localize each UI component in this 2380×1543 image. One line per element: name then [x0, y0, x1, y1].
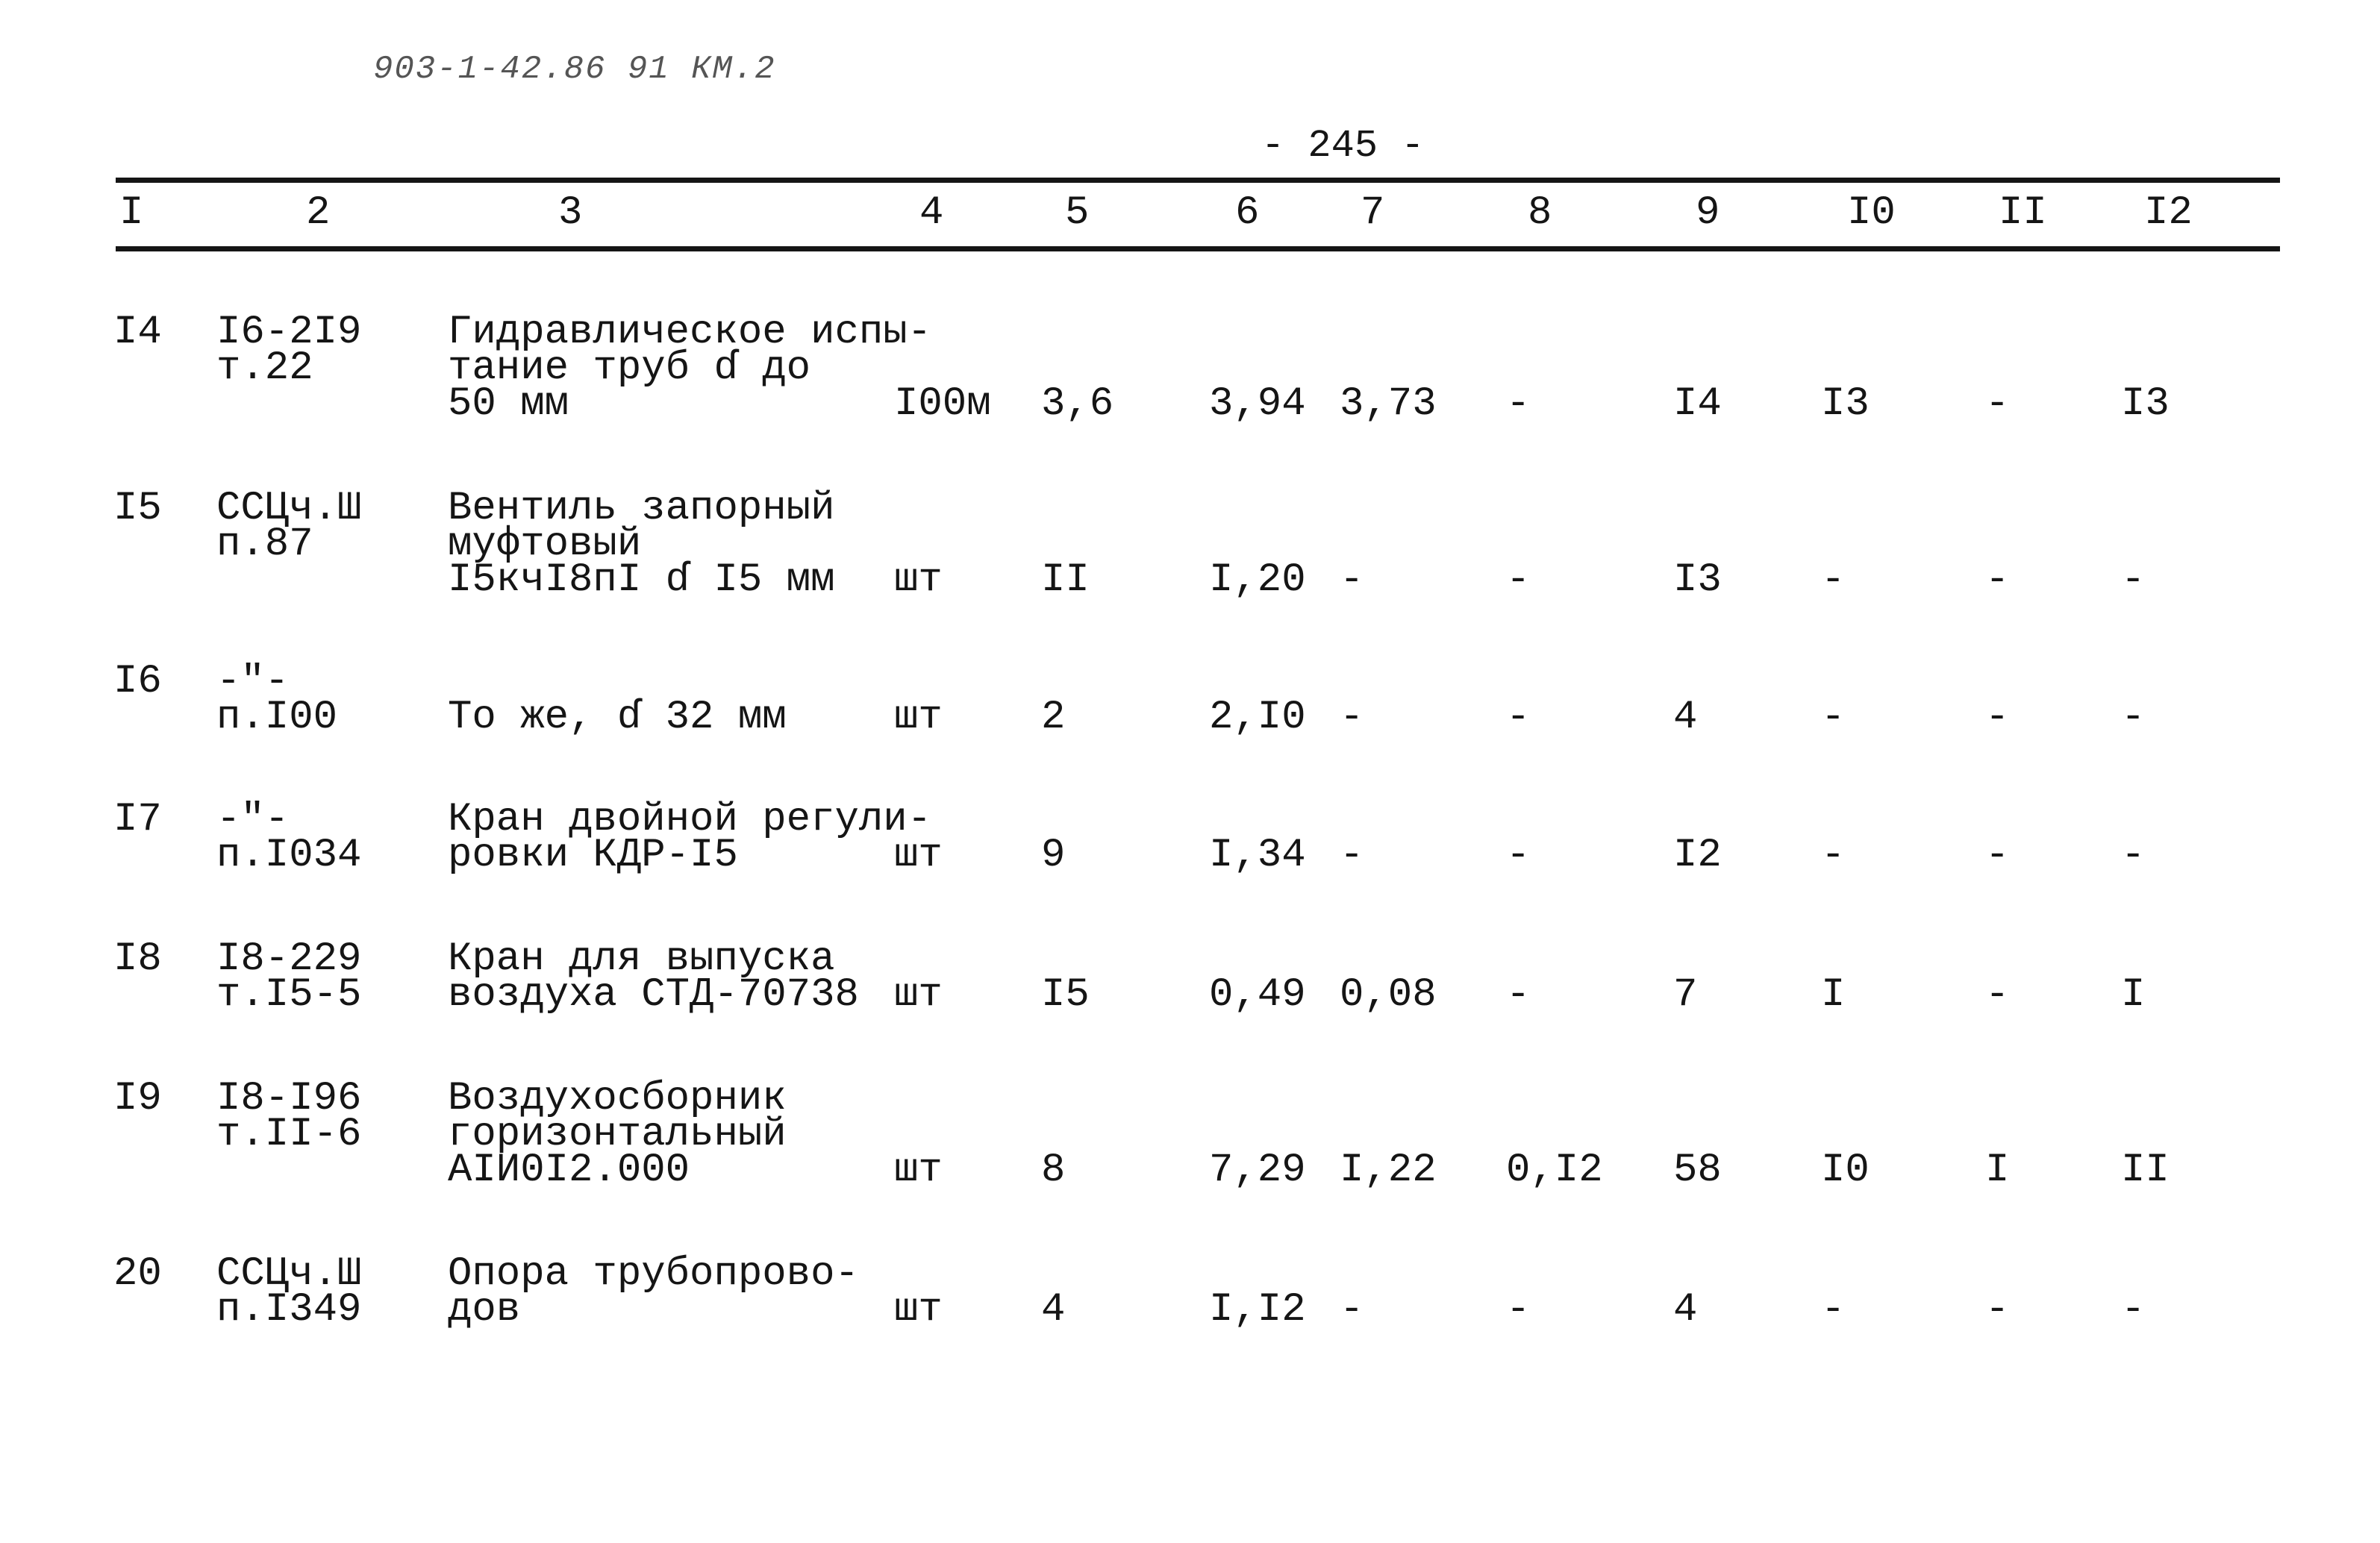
row-col-11: -	[1985, 1287, 2010, 1333]
row-col-10: I0	[1821, 1148, 1870, 1193]
column-header-4: 4	[919, 190, 944, 236]
row-number: I9	[113, 1076, 162, 1121]
table-header-rule	[116, 246, 2280, 251]
row-description: Кран для выпуска воздуха СТД-70738	[448, 936, 859, 1018]
column-header-8: 8	[1528, 190, 1552, 236]
table-top-rule	[116, 178, 2280, 183]
row-col-12: I	[2121, 972, 2146, 1018]
row-col-5: 8	[1041, 1148, 1066, 1193]
row-number: 20	[113, 1251, 162, 1297]
column-header-5: 5	[1065, 190, 1090, 236]
row-col-5: 3,6	[1041, 381, 1114, 427]
row-description: Гидравлическое испы- тание труб ɗ до 50 мм	[448, 310, 932, 427]
row-reference: I6-2I9 т.22	[216, 310, 362, 391]
page-number: - 245 -	[1261, 124, 1425, 168]
row-unit: шт	[894, 557, 943, 603]
row-description: Опора трубопрово- дов	[448, 1251, 859, 1333]
row-col-6: I,34	[1209, 833, 1306, 878]
row-reference: ССЦч.Ш п.I349	[216, 1251, 362, 1333]
row-col-6: 0,49	[1209, 972, 1306, 1018]
row-col-12: II	[2121, 1148, 2170, 1193]
row-col-9: 7	[1673, 972, 1698, 1018]
row-unit: шт	[894, 972, 943, 1018]
row-col-8: -	[1506, 1287, 1531, 1333]
row-col-5: 2	[1041, 695, 1066, 740]
row-col-7: 0,08	[1340, 972, 1437, 1018]
column-header-12: I2	[2144, 190, 2193, 236]
row-description: Кран двойной регули- ровки КДР-I5	[448, 797, 932, 878]
row-col-10: -	[1821, 1287, 1846, 1333]
row-col-11: -	[1985, 695, 2010, 740]
row-col-6: 3,94	[1209, 381, 1306, 427]
row-reference: ССЦч.Ш п.87	[216, 486, 362, 567]
column-header-9: 9	[1696, 190, 1720, 236]
row-col-9: I2	[1673, 833, 1722, 878]
column-header-3: 3	[558, 190, 583, 236]
row-col-5: 9	[1041, 833, 1066, 878]
row-unit: шт	[894, 695, 943, 740]
row-col-12: -	[2121, 833, 2146, 878]
row-col-5: 4	[1041, 1287, 1066, 1333]
row-col-11: -	[1985, 557, 2010, 603]
row-col-9: 58	[1673, 1148, 1722, 1193]
row-number: I7	[113, 797, 162, 842]
row-reference: -"- п.I00	[216, 659, 338, 740]
row-reference: -"- п.I034	[216, 797, 362, 878]
row-col-10: -	[1821, 557, 1846, 603]
row-unit: I00м	[894, 381, 991, 427]
row-col-12: -	[2121, 1287, 2146, 1333]
column-header-2: 2	[306, 190, 331, 236]
row-col-7: -	[1340, 557, 1364, 603]
row-col-12: -	[2121, 557, 2146, 603]
row-number: I8	[113, 936, 162, 982]
row-col-11: -	[1985, 833, 2010, 878]
row-col-6: 2,I0	[1209, 695, 1306, 740]
row-reference: I8-I96 т.II-6	[216, 1076, 362, 1157]
row-col-8: -	[1506, 833, 1531, 878]
row-unit: шт	[894, 1287, 943, 1333]
row-col-7: I,22	[1340, 1148, 1437, 1193]
row-col-12: -	[2121, 695, 2146, 740]
row-description: То же, ɗ 32 мм	[448, 695, 787, 740]
row-col-6: I,20	[1209, 557, 1306, 603]
row-number: I6	[113, 659, 162, 704]
row-number: I4	[113, 310, 162, 355]
row-col-10: I3	[1821, 381, 1870, 427]
row-col-8: -	[1506, 695, 1531, 740]
row-reference: I8-229 т.I5-5	[216, 936, 362, 1018]
column-header-11: II	[1999, 190, 2047, 236]
row-col-6: I,I2	[1209, 1287, 1306, 1333]
row-number: I5	[113, 486, 162, 531]
row-col-8: -	[1506, 557, 1531, 603]
row-col-8: -	[1506, 972, 1531, 1018]
row-col-8: 0,I2	[1506, 1148, 1603, 1193]
row-col-7: -	[1340, 833, 1364, 878]
row-col-9: I4	[1673, 381, 1722, 427]
column-header-7: 7	[1361, 190, 1385, 236]
row-col-7: 3,73	[1340, 381, 1437, 427]
row-col-10: -	[1821, 695, 1846, 740]
column-header-1: I	[119, 190, 144, 236]
column-header-6: 6	[1235, 190, 1260, 236]
row-col-11: -	[1985, 972, 2010, 1018]
row-description: Воздухосборник горизонтальный АIИ0I2.000	[448, 1076, 787, 1193]
row-col-7: -	[1340, 695, 1364, 740]
row-description: Вентиль запорный муфтовый I5кчI8пI ɗ I5 мм	[448, 486, 835, 603]
row-col-10: -	[1821, 833, 1846, 878]
row-col-12: I3	[2121, 381, 2170, 427]
row-col-9: I3	[1673, 557, 1722, 603]
row-col-7: -	[1340, 1287, 1364, 1333]
row-col-11: I	[1985, 1148, 2010, 1193]
row-col-6: 7,29	[1209, 1148, 1306, 1193]
row-unit: шт	[894, 833, 943, 878]
row-unit: шт	[894, 1148, 943, 1193]
row-col-10: I	[1821, 972, 1846, 1018]
row-col-5: II	[1041, 557, 1090, 603]
document-code: 903-1-42.86 91 КМ.2	[373, 51, 776, 88]
column-header-10: I0	[1847, 190, 1896, 236]
row-col-9: 4	[1673, 695, 1698, 740]
row-col-8: -	[1506, 381, 1531, 427]
row-col-5: I5	[1041, 972, 1090, 1018]
row-col-11: -	[1985, 381, 2010, 427]
row-col-9: 4	[1673, 1287, 1698, 1333]
